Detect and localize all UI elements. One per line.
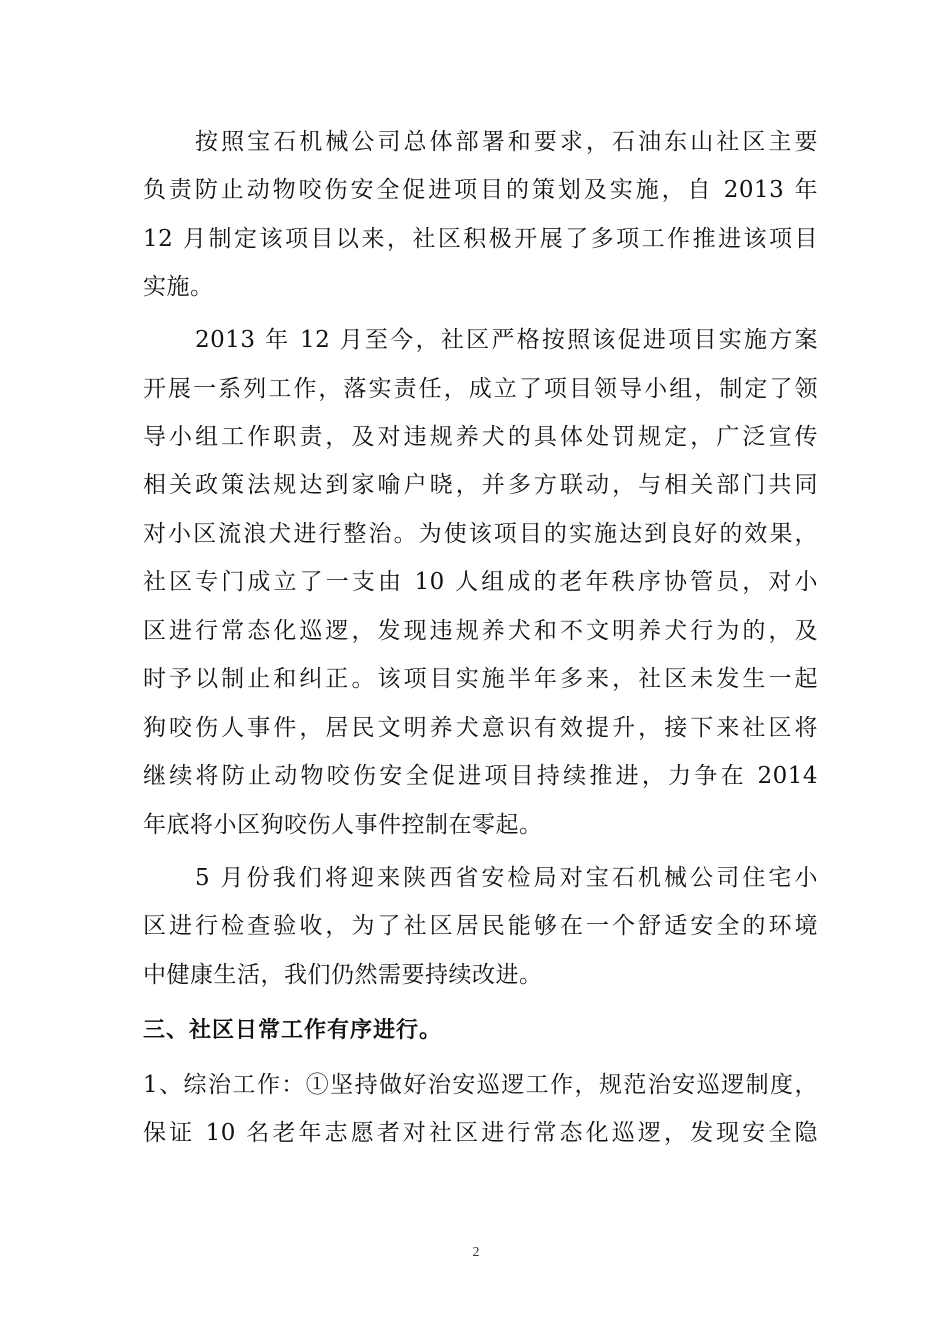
paragraph-1-line-2: 负责防止动物咬伤安全促进项目的策划及实施，自 2013 年 — [143, 177, 818, 203]
paragraph-2-line-1: 2013 年 12 月至今，社区严格按照该促进项目实施方案 — [195, 327, 818, 353]
paragraph-2-line-5: 对小区流浪犬进行整治。为使该项目的实施达到良好的效果， — [143, 521, 818, 547]
paragraph-2-line-9: 狗咬伤人事件，居民文明养犬意识有效提升，接下来社区将 — [143, 715, 818, 741]
paragraph-2-line-4: 相关政策法规达到家喻户晓，并多方联动，与相关部门共同 — [143, 472, 818, 498]
paragraph-2-line-2: 开展一系列工作，落实责任，成立了项目领导小组，制定了领 — [143, 376, 818, 402]
section-line-2: 保证 10 名老年志愿者对社区进行常态化巡逻，发现安全隐 — [143, 1120, 818, 1146]
paragraph-2-line-3: 导小组工作职责，及对违规养犬的具体处罚规定，广泛宣传 — [143, 424, 818, 450]
section-heading: 三、社区日常工作有序进行。 — [143, 1018, 443, 1043]
paragraph-1-line-3: 12 月制定该项目以来，社区积极开展了多项工作推进该项目 — [143, 226, 818, 252]
page-number: 2 — [472, 1245, 480, 1260]
section-line-1: 1、综治工作：①坚持做好治安巡逻工作，规范治安巡逻制度， — [143, 1072, 818, 1098]
paragraph-2-line-7: 区进行常态化巡逻，发现违规养犬和不文明养犬行为的，及 — [143, 618, 818, 644]
paragraph-1-line-4: 实施。 — [143, 274, 214, 300]
paragraph-2-line-10: 继续将防止动物咬伤安全促进项目持续推进，力争在 2014 — [143, 763, 818, 789]
paragraph-2-line-11: 年底将小区狗咬伤人事件控制在零起。 — [143, 812, 543, 838]
paragraph-3-line-2: 区进行检查验收，为了社区居民能够在一个舒适安全的环境 — [143, 913, 818, 939]
paragraph-2-line-6: 社区专门成立了一支由 10 人组成的老年秩序协管员，对小 — [143, 569, 818, 595]
paragraph-1-line-1: 按照宝石机械公司总体部署和要求，石油东山社区主要 — [195, 129, 818, 155]
paragraph-2-line-8: 时予以制止和纠正。该项目实施半年多来，社区未发生一起 — [143, 666, 818, 692]
paragraph-3-line-1: 5 月份我们将迎来陕西省安检局对宝石机械公司住宅小 — [195, 865, 818, 891]
paragraph-3-line-3: 中健康生活，我们仍然需要持续改进。 — [143, 962, 543, 988]
